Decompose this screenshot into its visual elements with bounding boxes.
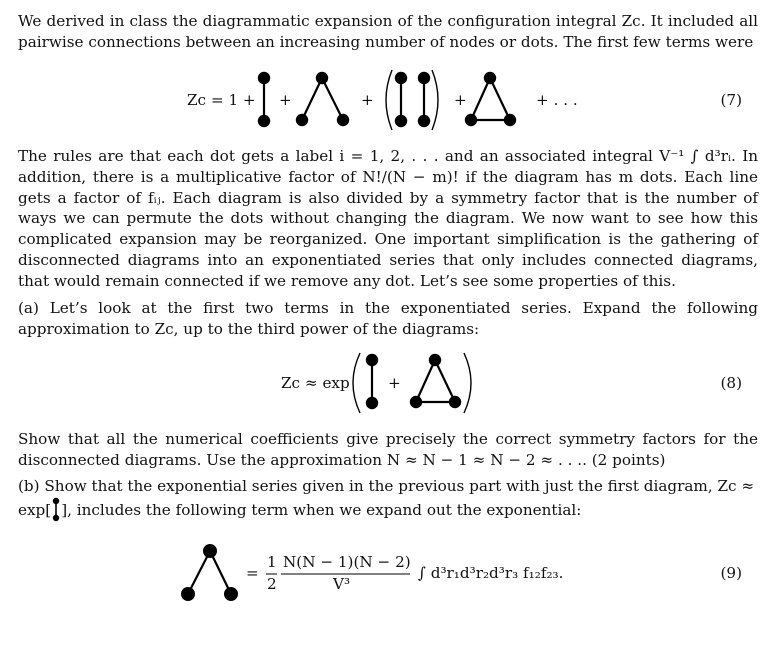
eq9-frac2-num: N(N − 1)(N − 2) [283, 553, 411, 571]
eq8-lhs: Zc ≈ exp [281, 374, 350, 392]
eq7-tail: + . . . [536, 91, 578, 109]
equation-9 [0, 540, 778, 610]
diagram-three-chain [296, 72, 349, 126]
intro-paragraph: We derived in class the diagrammatic expansion of the configuration integral Zc. It included all pairwise connections between an increasing number of nodes or dots. The first few terms were [18, 12, 758, 51]
eq8-diagram-two-dots [366, 354, 378, 409]
diagram-two-dots [258, 72, 270, 127]
eq7-lhs: Zc = 1 + [187, 91, 256, 109]
eq9-frac2-den: V³ [333, 575, 351, 593]
part-b-line-1: (b) Show that the exponential series given in the previous part with just the first diagram, Zc ≈ [18, 477, 755, 495]
eq9-diagram-three-chain [181, 544, 238, 601]
show-paragraph: Show that all the numerical coefficients give precisely the correct symmetry factors for the disconnected diagrams. Use the approximation N ≈ N − 1 ≈ N − 2 ≈ . . .. (2 points) [18, 430, 758, 469]
rules-paragraph: The rules are that each dot gets a label i = 1, 2, . . . and an associated integral V⁻¹ ∫ d³rᵢ. In addition, there is a multiplicative factor of N!/(N − m)! if the diagram has m dots. Each line gets a factor of fᵢⱼ. Each diagram is also divided by a symmetry factor that is the number of ways we can permute the dots without changing the diagram. We now want to see how this complicated expansion may be reorganized. One important simplification is the gathering of disconnected diagrams into an exponentiated series that only includes connected diagrams, that would remain connected if we remove any dot. Let’s see some properties of this. [18, 147, 758, 290]
eq9-frac1-den: 2 [267, 575, 277, 593]
inline-two-dots-diagram [51, 497, 61, 521]
eq7-plus-2: + [361, 91, 374, 109]
equation-8 [0, 350, 778, 420]
part-b-line-2 [18, 497, 581, 521]
eq9-integral: ∫ d³r₁d³r₂d³r₃ f₁₂f₂₃. [418, 564, 564, 582]
eq8-diagram-triangle [410, 354, 461, 408]
part-b-exp-open: exp[ [18, 501, 52, 519]
eq9-number: (9) [720, 564, 742, 582]
eq9-diagram [0, 540, 778, 610]
equation-7 [0, 68, 778, 138]
eq9-frac1-num: 1 [267, 553, 277, 571]
diagram-two-pairs [386, 70, 438, 130]
part-b-exp-close: ], includes the following term when we expand out the exponential: [61, 501, 582, 519]
eq7-plus-3: + [454, 91, 467, 109]
diagram-triangle [465, 72, 516, 126]
eq7-diagrams [0, 68, 778, 138]
eq7-plus-1: + [279, 91, 292, 109]
eq8-number: (8) [720, 374, 742, 392]
eq8-plus: + [388, 374, 401, 392]
eq9-equals: = [246, 564, 259, 582]
part-a-paragraph: (a) Let’s look at the first two terms in the exponentiated series. Expand the following approximation to Zc, up to the third power of the diagrams: [18, 299, 758, 338]
eq7-number: (7) [720, 91, 742, 109]
